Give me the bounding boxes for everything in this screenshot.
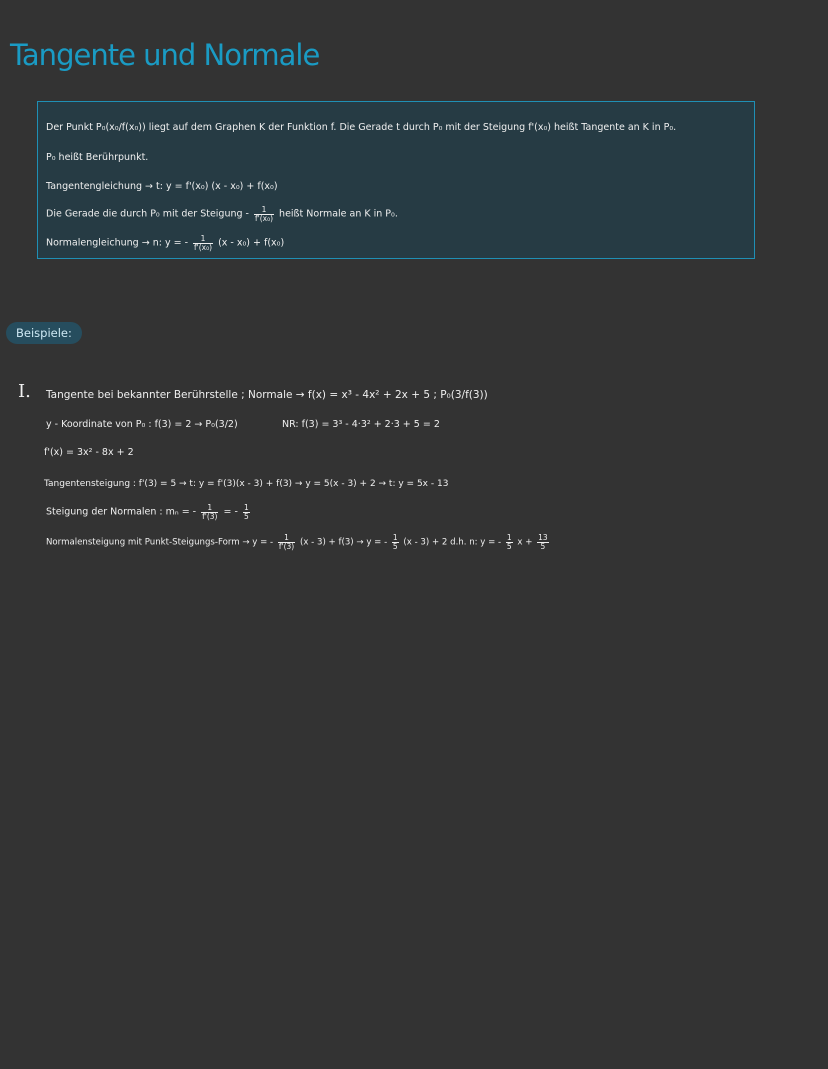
normal-fraction-numerator: 1 [193, 235, 213, 244]
slope-fraction [254, 206, 274, 222]
normal-slope-pre: Steigung der Normalen : mₙ = - [46, 506, 197, 518]
definition-line-2: P₀ heißt Berührpunkt. [46, 152, 149, 163]
normal-equation-part-b: (x - 3) + f(3) → y = - [299, 537, 388, 548]
example-heading: Tangente bei bekannter Berührstelle ; Normale → f(x) = x³ - 4x² + 2x + 5 ; P₀(3/f(3)) [46, 389, 488, 401]
page-title: Tangente und Normale [10, 38, 320, 72]
examples-badge: Beispiele: [6, 322, 82, 344]
definition-line-4-pre: Die Gerade die durch P₀ mit der Steigung - [46, 208, 249, 220]
normal-eq-fraction-4-num: 13 [538, 533, 548, 542]
definition-line-4 [46, 206, 398, 222]
normal-eq-fraction-2-num: 1 [392, 533, 398, 542]
example-side-calculation: NR: f(3) = 3³ - 4·3² + 2·3 + 5 = 2 [282, 419, 440, 430]
normal-fraction-denominator: f'(x₀) [194, 242, 213, 252]
normal-slope-fraction [201, 504, 218, 520]
normal-eq-fraction-1-den: f'(3) [278, 541, 295, 551]
normal-eq-fraction-1 [278, 534, 295, 550]
definition-line-4-post: heißt Normale an K in P₀. [279, 208, 398, 220]
normal-eq-fraction-2-den: 5 [392, 541, 398, 551]
normal-equation-part-c: (x - 3) + 2 d.h. n: y = - [403, 537, 502, 548]
normal-slope-mid: = - [223, 506, 238, 518]
normal-eq-fraction-4 [537, 534, 549, 550]
normal-slope-result-fraction [243, 504, 250, 520]
normal-equation-pre: Normalengleichung → n: y = - [46, 237, 188, 249]
normal-eq-fraction-3 [506, 534, 513, 550]
example-normal-slope [46, 504, 252, 520]
normal-eq-fraction-1-num: 1 [278, 534, 295, 543]
normal-equation-post: (x - x₀) + f(x₀) [218, 237, 285, 249]
example-number: I. [18, 381, 31, 402]
normal-eq-fraction-2 [392, 534, 399, 550]
normal-eq-fraction-4-den: 5 [540, 541, 546, 551]
normal-equation-part-a: Normalensteigung mit Punkt-Steigungs-Form → y = - [46, 537, 274, 548]
normal-slope-numerator: 1 [201, 504, 218, 513]
normal-eq-fraction-3-num: 1 [506, 533, 512, 542]
normal-equation-line [46, 235, 284, 251]
slope-fraction-numerator: 1 [254, 206, 274, 215]
normal-fraction [193, 235, 213, 251]
example-derivative: f'(x) = 3x² - 8x + 2 [44, 447, 134, 458]
example-normal-equation [46, 534, 551, 550]
normal-slope-result-denominator: 5 [243, 511, 249, 521]
normal-eq-fraction-3-den: 5 [506, 541, 512, 551]
slope-fraction-denominator: f'(x₀) [255, 213, 274, 223]
normal-equation-part-d: x + [517, 537, 533, 548]
normal-slope-denominator: f'(3) [202, 511, 218, 521]
tangent-equation-line: Tangentengleichung → t: y = f'(x₀) (x - x₀) + f(x₀) [46, 181, 278, 192]
definition-line-1: Der Punkt P₀(x₀/f(x₀)) liegt auf dem Graphen K der Funktion f. Die Gerade t durch P₀ mit der Steigung f'(x₀) heißt Tangente an K in P₀. [46, 122, 677, 133]
example-tangent-slope: Tangentensteigung : f'(3) = 5 → t: y = f'(3)(x - 3) + f(3) → y = 5(x - 3) + 2 → t: y = 5x - 13 [44, 479, 449, 489]
definition-box [37, 101, 755, 259]
normal-slope-result-numerator: 1 [243, 503, 249, 512]
example-line-y-coordinate: y - Koordinate von P₀ : f(3) = 2 → P₀(3/2) [46, 419, 238, 430]
